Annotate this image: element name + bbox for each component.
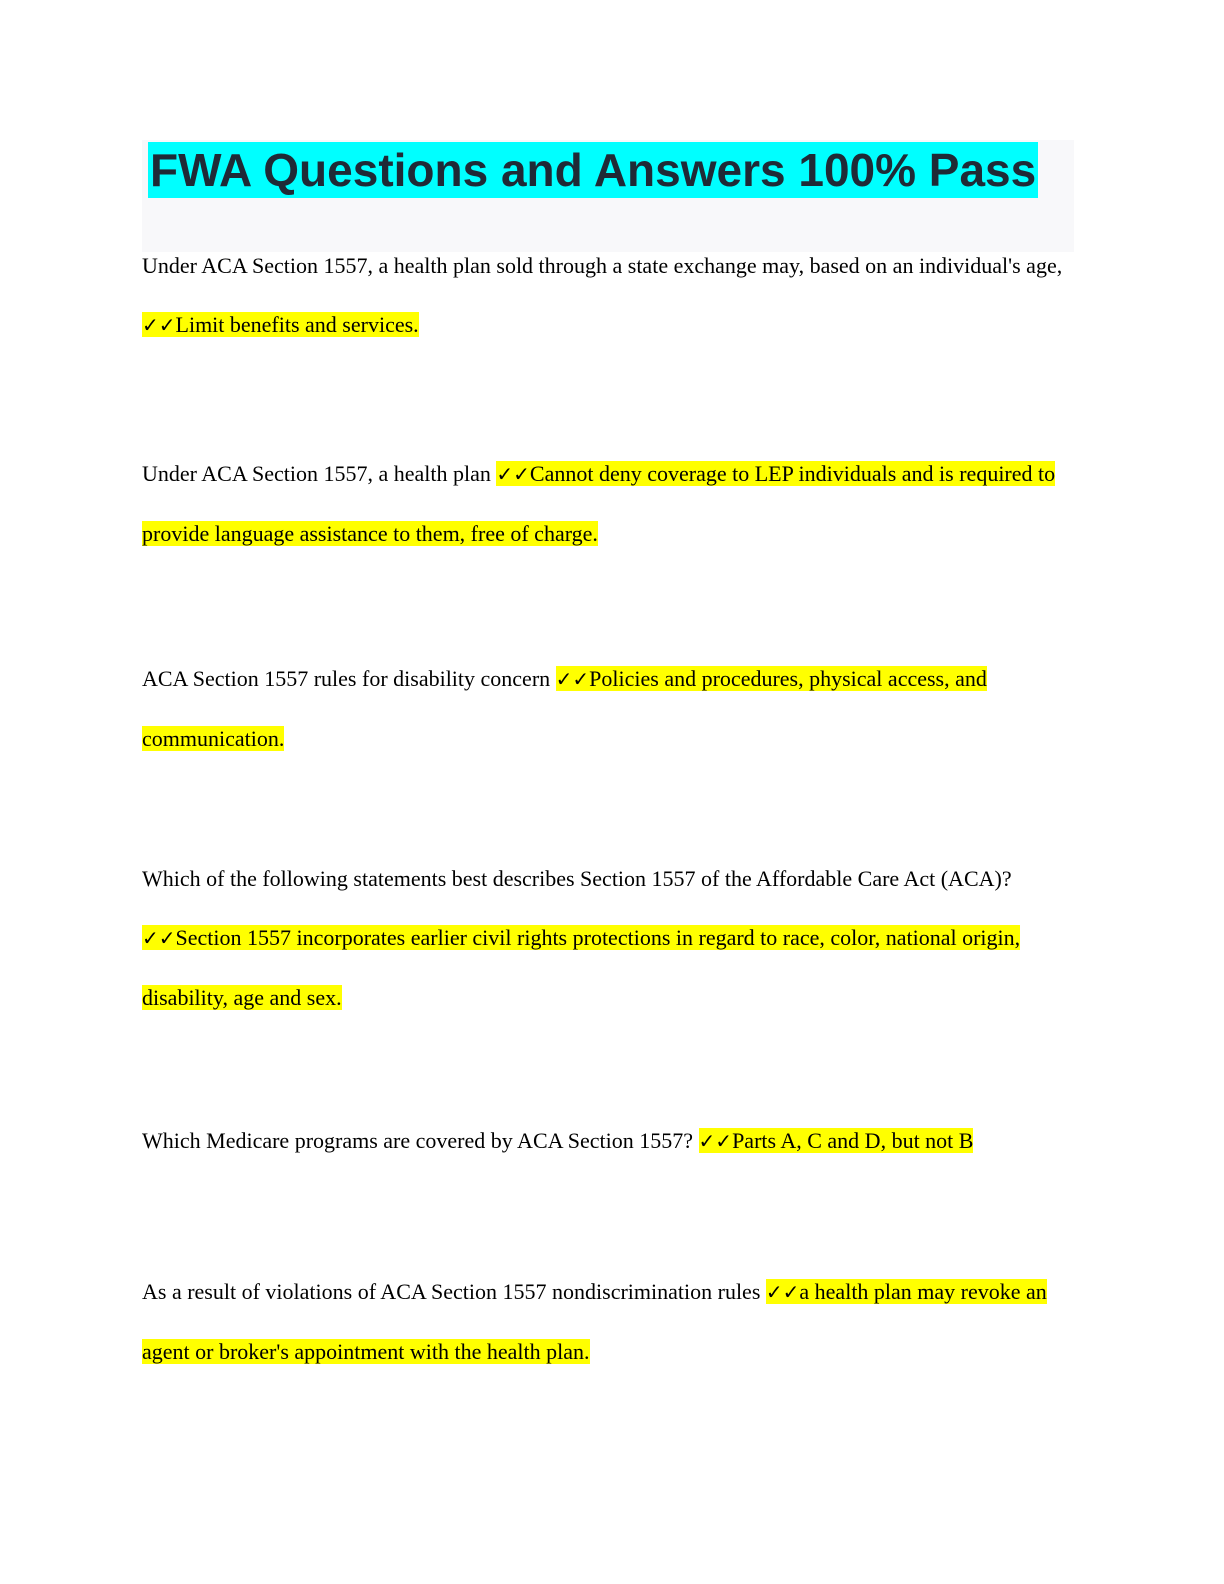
answer-text: Cannot deny coverage to LEP individuals and is required to provide language assistance to them, free of charge. <box>142 461 1056 546</box>
answer-text: Section 1557 incorporates earlier civil rights protections in regard to race, color, national origin, disability, age and sex. <box>142 925 1021 1010</box>
answer-text: a health plan may revoke an agent or broker's appointment with the health plan. <box>142 1279 1047 1364</box>
check-mark-icon: ✓✓ <box>555 667 590 691</box>
answer-text: Parts A, C and D, but not B <box>732 1128 974 1153</box>
qa-item <box>142 649 1082 768</box>
answer-highlight <box>142 312 419 337</box>
answer-highlight <box>699 1128 974 1153</box>
question-text: ACA Section 1557 rules for disability concern <box>142 666 551 691</box>
check-mark-icon: ✓✓ <box>142 926 176 950</box>
qa-item <box>142 1111 1082 1171</box>
check-mark-icon: ✓✓ <box>142 313 176 337</box>
check-mark-icon: ✓✓ <box>698 1129 733 1153</box>
qa-item <box>142 1262 1082 1381</box>
qa-item <box>142 444 1082 563</box>
check-mark-icon: ✓✓ <box>765 1280 800 1304</box>
check-mark-icon: ✓✓ <box>496 462 530 486</box>
document-title: FWA Questions and Answers 100% Pass <box>150 144 1037 196</box>
question-text: As a result of violations of ACA Section 1557 nondiscrimination rules <box>142 1279 761 1304</box>
question-text: Which Medicare programs are covered by ACA Section 1557? <box>142 1128 694 1153</box>
answer-highlight <box>142 925 1020 1010</box>
answer-text: Limit benefits and services. <box>175 312 419 337</box>
answer-text: Policies and procedures, physical access, and communication. <box>142 666 987 751</box>
question-text: Under ACA Section 1557, a health plan <box>142 461 491 486</box>
question-text: Under ACA Section 1557, a health plan sold through a state exchange may, based on an individual's age, <box>142 253 1063 278</box>
qa-item <box>142 849 1082 1027</box>
qa-item <box>142 236 1082 355</box>
question-text: Which of the following statements best describes Section 1557 of the Affordable Care Act (ACA)? <box>142 866 1012 891</box>
